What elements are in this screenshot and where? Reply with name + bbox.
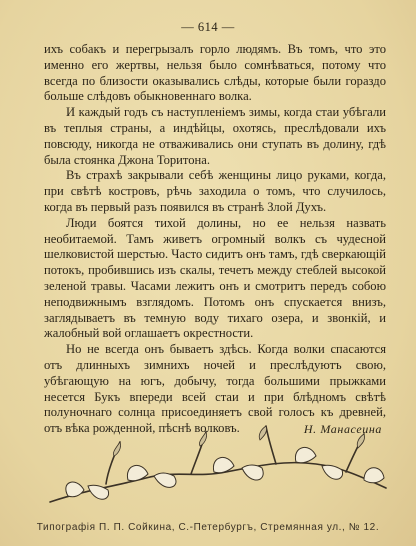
paragraph: И каждый годъ съ наступленіемъ зимы, когда стаи убѣгали въ теплыя страны, а индѣйцы, охотясь, преслѣдовали ихъ повсюду, никогда не отваживались они ступать въ долину, гдѣ была стоянка Джона Торитона. (44, 105, 386, 167)
page-number: — 614 — (181, 20, 235, 34)
paragraph: Въ страхѣ закрывали себѣ женщины лицо руками, когда, при свѣтѣ костровъ, рѣчь заходила о томъ, что случилось, когда въ первый разъ появился въ странѣ Злой Духъ. (44, 168, 386, 214)
author-signature: Н. Манасеина (303, 422, 382, 436)
paragraph: ихъ собакъ и перегрызалъ горло людямъ. Въ томъ, что это именно его жертвы, нельзя было сомнѣваться, потому что всегда по близости оказывались слѣды, которые были гораздо больше слѣдовъ обыкновеннаго волка. (44, 42, 386, 104)
paragraph: Люди боятся тихой долины, но ее нельзя назвать необитаемой. Тамъ живетъ огромный волкъ съ чудесной шелковистой шерстью. Часто сидитъ онъ тамъ, гдѣ сверкающій потокъ, пробившись изъ скалы, течетъ между стеблей высокой зеленой травы. Часами лежитъ онъ и смотритъ передъ собою неподвижнымъ взглядомъ. Потомъ онъ спускается внизъ, заглядываетъ въ темную воду тихаго озера, и звонкій, и жалобный вой оглашаетъ окрестности. (44, 215, 386, 341)
paragraph: Но не всегда онъ бываетъ здѣсь. Когда волки спасаются отъ длинныхъ зимнихъ ночей и преслѣдуютъ свою, убѣгающую на югъ, добычу, тогда большими прыжками несется Букъ впереди всей стаи и при блѣдномъ свѣтѣ полуночнаго солнца присоединяетъ свой голосъ къ древней, отъ вѣка рожденной, пѣснѣ волковъ. (44, 342, 386, 436)
printer-footer: Типографія П. П. Сойкина, С.-Петербургъ, Стремянная ул., № 12. (36, 522, 380, 533)
body-text (44, 42, 386, 437)
